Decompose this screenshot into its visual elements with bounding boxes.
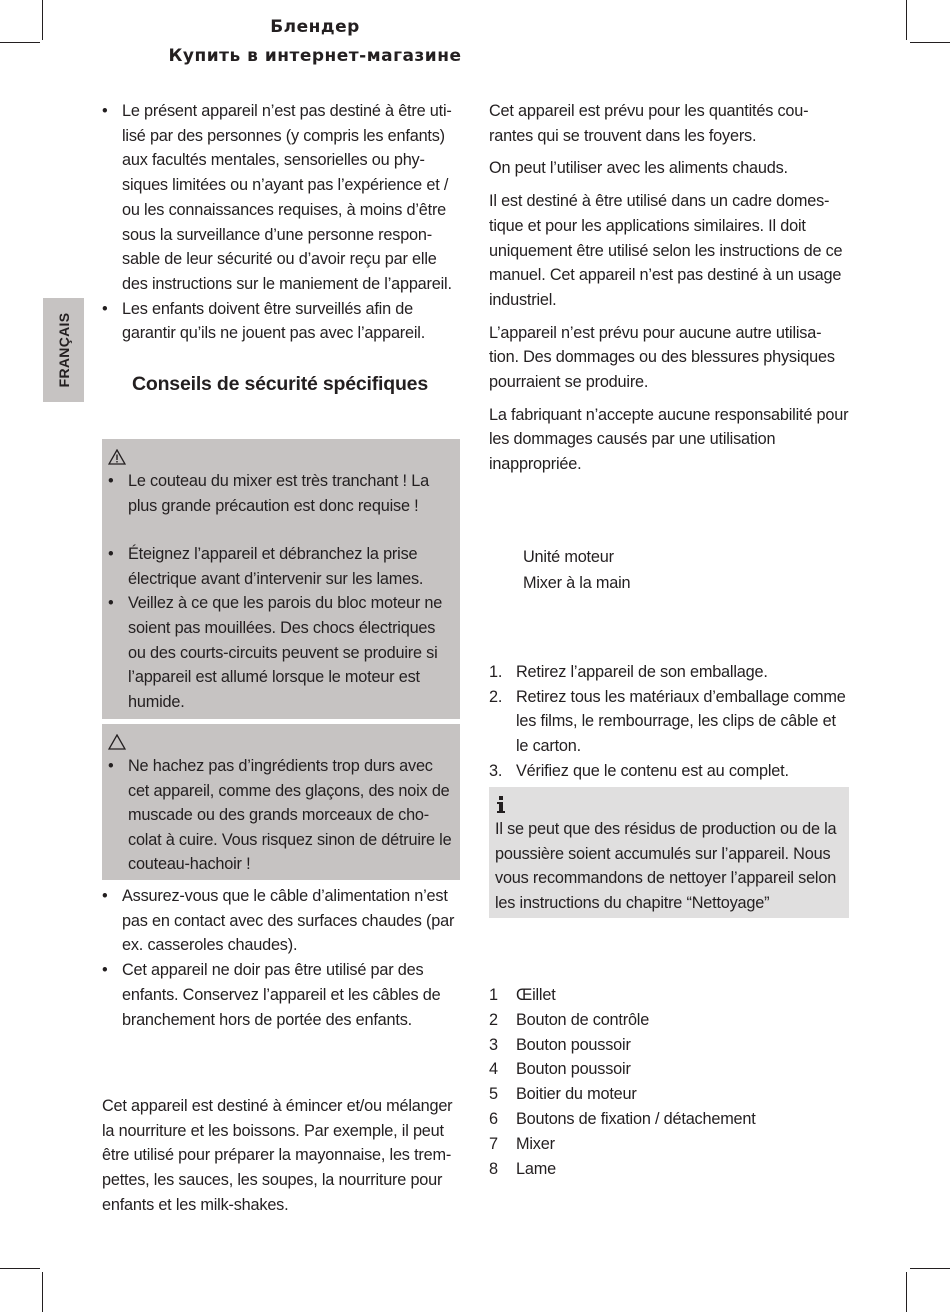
crop-mark [0, 1268, 40, 1269]
list-item: • Le présent appareil n’est pas destiné à être uti-lisé par des personnes (y compris les enfants) aux facultés mentales, sensorielles ou phy-siques limitées ou n’ayant pas l’expérience et / ou les connaissances requises, à moins d’être sous la surveillance d’une personne respon-sable de leur sécurité ou d’avoir reçu par elle des instructions sur le maniement de l’appareil. [102, 99, 462, 297]
crop-mark [910, 42, 950, 43]
paragraph: L’appareil n’est prévu pour aucune autre utilisa-tion. Des dommages ou des blessures physiques pourraient se produire. [489, 323, 835, 392]
part-item: 1 Œillet [489, 986, 556, 1004]
info-icon [495, 793, 841, 817]
list-item: • Éteignez l’appareil et débranchez la prise électrique avant d’intervenir sur les lames. [108, 542, 454, 591]
list-item: • Le couteau du mixer est très tranchant ! La plus grande précaution est donc requise ! [108, 469, 454, 518]
warning-box [102, 439, 460, 719]
paragraph: On peut l’utiliser avec les aliments chauds. [489, 159, 788, 178]
paragraph: Cet appareil est destiné à émincer et/ou mélanger la nourriture et les boissons. Par exemple, il peut être utilisé pour préparer la mayonnaise, les trem-pettes, les sauces, les soupes, la nourriture pour enfants et les milk-shakes. [102, 1097, 453, 1214]
paragraph: Il est destiné à être utilisé dans un cadre domes-tique et pour les applications similaires. Il doit uniquement être utilisé selon les instructions de ce manuel. Cet appareil n’est pas destiné à un usage industriel. [489, 192, 843, 309]
unpacking-steps [489, 660, 851, 784]
part-item: 8 Lame [489, 1159, 556, 1178]
parts-list [489, 983, 851, 1181]
part-item: 5 Boitier du moteur [489, 1085, 637, 1104]
header-title: Блендер [270, 17, 360, 37]
crop-mark [906, 1272, 907, 1312]
list-item: • Ne hachez pas d’ingrédients trop durs avec cet appareil, comme des glaçons, des noix de muscade ou des grands morceaux de cho-colat à cuire. Vous risquez sinon de détruire le couteau-hachoir ! [108, 754, 454, 877]
info-text: Il se peut que des résidus de production ou de la poussière soient accumulés sur l’appareil. Nous vous recommandons de nettoyer l’appareil selon les instructions du chapitre “Nettoyage” [495, 820, 837, 913]
info-box [489, 787, 849, 918]
part-item: 7 Mixer [489, 1134, 555, 1153]
part-item: 4 Bouton poussoir [489, 1060, 631, 1079]
part-item: 3 Bouton poussoir [489, 1035, 631, 1054]
content-item: Mixer à la main [523, 573, 631, 592]
caution-icon [108, 730, 454, 754]
part-item: 6 Boutons de fixation / détachement [489, 1109, 756, 1128]
list-item: • Veillez à ce que les parois du bloc moteur ne soient pas mouillées. Des chocs électriques ou des courts-circuits peuvent se produire si l’appareil est allumé lorsque le moteur est humide. [108, 591, 454, 714]
list-item: • Cet appareil ne doir pas être utilisé par des enfants. Conservez l’appareil et les câbles de branchement hors de portée des enfants. [102, 958, 462, 1032]
crop-mark [42, 1272, 43, 1312]
usage-paragraph [102, 1094, 462, 1226]
list-item: • Assurez-vous que le câble d’alimentation n’est pas en contact avec des surfaces chaudes (par ex. casseroles chaudes). [102, 884, 462, 958]
list-item: 3. Vérifiez que le contenu est au complet. [489, 761, 789, 780]
paragraph: Cet appareil est prévu pour les quantités cou-rantes qui se trouvent dans les foyers. [489, 102, 809, 145]
part-item: 2 Bouton de contrôle [489, 1010, 650, 1029]
paragraph: La fabriquant n’accepte aucune responsabilité pour les dommages causés par une utilisation inappropriée. [489, 405, 849, 474]
header-subtitle[interactable]: Купить в интернет-магазине [168, 46, 462, 66]
language-tab [43, 298, 84, 402]
safety-bullets [102, 884, 462, 1032]
usage-notes [489, 99, 851, 485]
section-heading: Conseils de sécurité spécifiques [132, 373, 428, 395]
language-tab-label: FRANÇAIS [55, 312, 72, 388]
crop-mark [906, 0, 907, 40]
crop-mark [0, 42, 40, 43]
intro-bullets [102, 99, 462, 346]
list-item: 1. Retirez l’appareil de son emballage. [489, 663, 768, 681]
warning-icon [108, 445, 454, 469]
package-contents [523, 545, 823, 596]
caution-box [102, 724, 460, 880]
crop-mark [910, 1268, 950, 1269]
content-item: Unité moteur [523, 548, 614, 566]
list-item: • Les enfants doivent être surveillés afin de garantir qu’ils ne jouent pas avec l’appareil. [102, 297, 462, 346]
list-item: 2. Retirez tous les matériaux d’emballage comme les films, le rembourrage, les clips de câble et le carton. [489, 687, 846, 756]
